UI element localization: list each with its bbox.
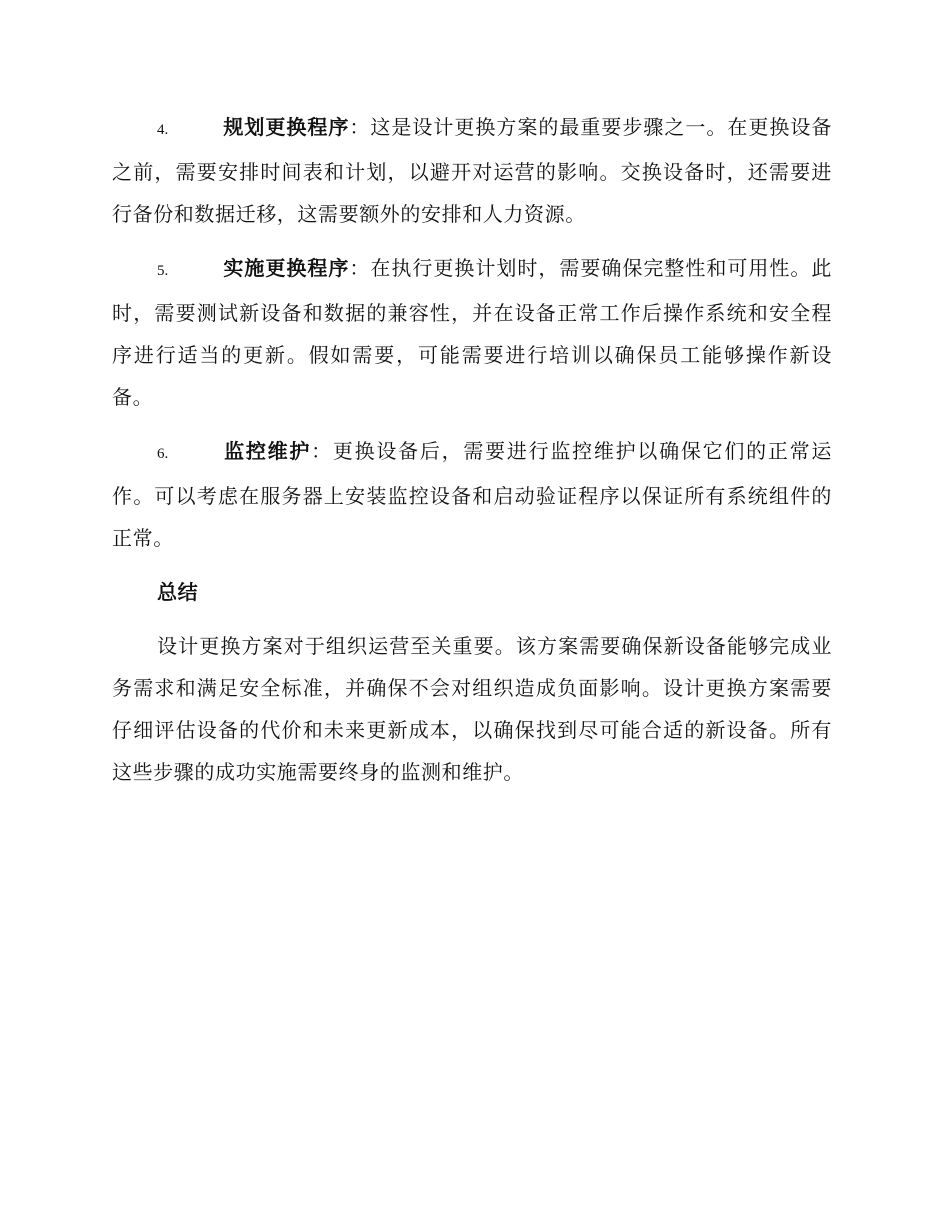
list-item-6: [112, 430, 832, 559]
list-item-text: ：这是设计更换方案的最重要步骤之一。在更换设备之前，需要安排时间表和计划，以避开对运营的影响。交换设备时，还需要进行备份和数据迁移，这需要额外的安排和人力资源。: [112, 115, 832, 226]
list-item-text: ：在执行更换计划时，需要确保完整性和可用性。此时，需要测试新设备和数据的兼容性，并在设备正常工作后操作系统和安全程序进行适当的更新。假如需要，可能需要进行培训以确保员工能够操作新设备。: [112, 256, 832, 409]
list-item-term: 监控维护: [223, 439, 312, 463]
summary-heading: 总结: [157, 580, 199, 604]
list-number: 5.: [157, 263, 169, 279]
list-item-term: 规划更换程序: [223, 115, 350, 139]
list-number: 6.: [157, 446, 169, 462]
list-item-4: [112, 106, 832, 235]
document-body: [112, 106, 832, 793]
list-item-term: 实施更换程序: [223, 256, 350, 280]
list-number: 4.: [157, 122, 169, 138]
list-item-text: ：更换设备后，需要进行监控维护以确保它们的正常运作。可以考虑在服务器上安装监控设备和启动验证程序以保证所有系统组件的正常。: [112, 439, 832, 550]
summary-paragraph: 设计更换方案对于组织运营至关重要。该方案需要确保新设备能够完成业务需求和满足安全标准，并确保不会对组织造成负面影响。设计更换方案需要仔细评估设备的代价和未来更新成本，以确保找到尽可能合适的新设备。所有这些步骤的成功实施需要终身的监测和维护。: [112, 634, 832, 784]
list-item-5: [112, 247, 832, 418]
